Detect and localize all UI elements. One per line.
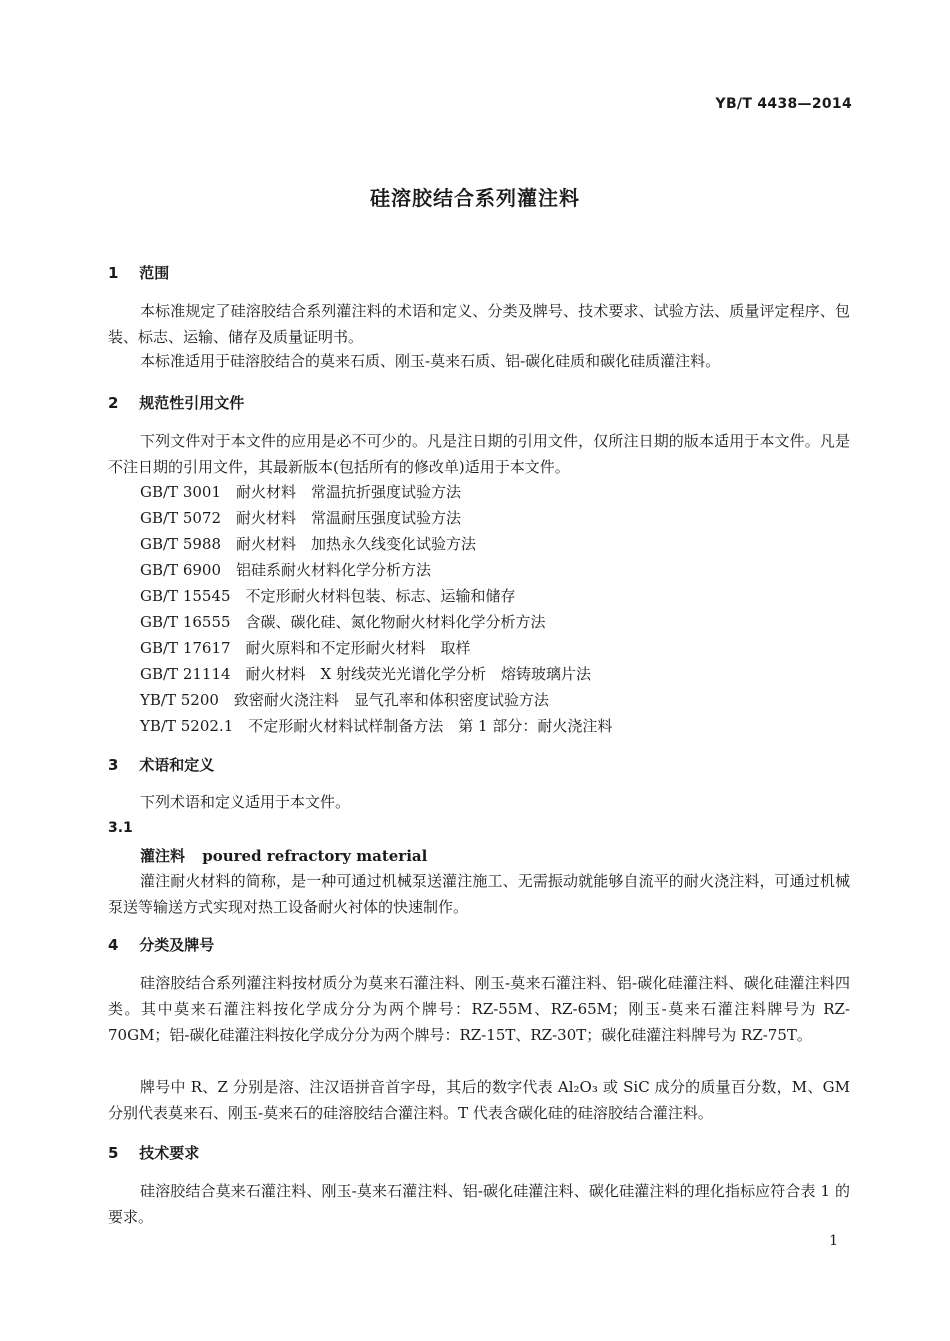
section-title: 规范性引用文件 xyxy=(139,394,245,412)
section-1-paragraph-2: 本标准适用于硅溶胶结合的莫来石质、刚玉-莫来石质、铝-碳化硅质和碳化硅质灌注料。 xyxy=(140,352,721,370)
page-number: 1 xyxy=(829,1233,838,1249)
section-5-heading xyxy=(108,1142,199,1163)
section-1-paragraph-1: 本标准规定了硅溶胶结合系列灌注料的术语和定义、分类及牌号、技术要求、试验方法、质量评定程序、包装、标志、运输、储存及质量证明书。 xyxy=(108,302,850,346)
section-4-paragraph-2: 牌号中 R、Z 分别是溶、注汉语拼音首字母，其后的数字代表 Al₂O₃ 或 SiC 成分的质量百分数，M、GM 分别代表莫来石、刚玉-莫来石的硅溶胶结合灌注料。T 代表含碳化硅的硅溶胶结合灌注料。 xyxy=(108,1078,850,1122)
document-title: 硅溶胶结合系列灌注料 xyxy=(370,186,580,210)
term-english: poured refractory material xyxy=(202,847,428,865)
reference-item: GB/T 5072 耐火材料 常温耐压强度试验方法 xyxy=(140,509,462,527)
section-1-heading xyxy=(108,262,169,283)
section-title: 技术要求 xyxy=(139,1144,200,1162)
reference-item: YB/T 5202.1 不定形耐火材料试样制备方法 第 1 部分：耐火浇注料 xyxy=(140,717,613,735)
section-number: 1 xyxy=(108,264,119,282)
reference-item: GB/T 17617 耐火原料和不定形耐火材料 取样 xyxy=(140,639,471,657)
reference-item: GB/T 3001 耐火材料 常温抗折强度试验方法 xyxy=(140,483,462,501)
reference-item: GB/T 16555 含碳、碳化硅、氮化物耐火材料化学分析方法 xyxy=(140,613,546,631)
section-number: 3 xyxy=(108,756,119,774)
term-chinese: 灌注料 xyxy=(140,847,186,865)
section-2-paragraph-1: 下列文件对于本文件的应用是必不可少的。凡是注日期的引用文件，仅所注日期的版本适用于本文件。凡是不注日期的引用文件，其最新版本(包括所有的修改单)适用于本文件。 xyxy=(108,432,850,476)
section-2-heading xyxy=(108,392,244,413)
reference-item: GB/T 21114 耐火材料 X 射线荧光光谱化学分析 熔铸玻璃片法 xyxy=(140,665,591,683)
reference-item: GB/T 6900 铝硅系耐火材料化学分析方法 xyxy=(140,561,432,579)
subsection-number: 3.1 xyxy=(108,820,133,836)
section-title: 分类及牌号 xyxy=(139,936,215,954)
section-4-paragraph-1: 硅溶胶结合系列灌注料按材质分为莫来石灌注料、刚玉-莫来石灌注料、铝-碳化硅灌注料、碳化硅灌注料四类。其中莫来石灌注料按化学成分分为两个牌号：RZ-55M、RZ-65M；刚玉-莫来石灌注料牌号为 RZ-70GM；铝-碳化硅灌注料按化学成分分为两个牌号：RZ-15T、RZ-30T；碳化硅灌注料牌号为 RZ-75T。 xyxy=(108,974,850,1044)
section-title: 术语和定义 xyxy=(139,756,215,774)
reference-item: GB/T 5988 耐火材料 加热永久线变化试验方法 xyxy=(140,535,477,553)
term-definition: 灌注耐火材料的简称，是一种可通过机械泵送灌注施工、无需振动就能够自流平的耐火浇注料，可通过机械泵送等输送方式实现对热工设备耐火衬体的快速制作。 xyxy=(108,872,850,916)
section-4-heading xyxy=(108,934,214,955)
reference-item: GB/T 15545 不定形耐火材料包装、标志、运输和储存 xyxy=(140,587,516,605)
section-number: 4 xyxy=(108,936,119,954)
reference-item: YB/T 5200 致密耐火浇注料 显气孔率和体积密度试验方法 xyxy=(140,691,549,709)
standard-code: YB/T 4438—2014 xyxy=(715,96,852,112)
section-3-paragraph-1: 下列术语和定义适用于本文件。 xyxy=(140,793,351,811)
section-number: 5 xyxy=(108,1144,119,1162)
term-heading xyxy=(140,845,427,866)
section-3-heading xyxy=(108,754,214,775)
section-5-paragraph-1: 硅溶胶结合莫来石灌注料、刚玉-莫来石灌注料、铝-碳化硅灌注料、碳化硅灌注料的理化指标应符合表 1 的要求。 xyxy=(108,1182,850,1226)
section-number: 2 xyxy=(108,394,119,412)
section-title: 范围 xyxy=(139,264,170,282)
